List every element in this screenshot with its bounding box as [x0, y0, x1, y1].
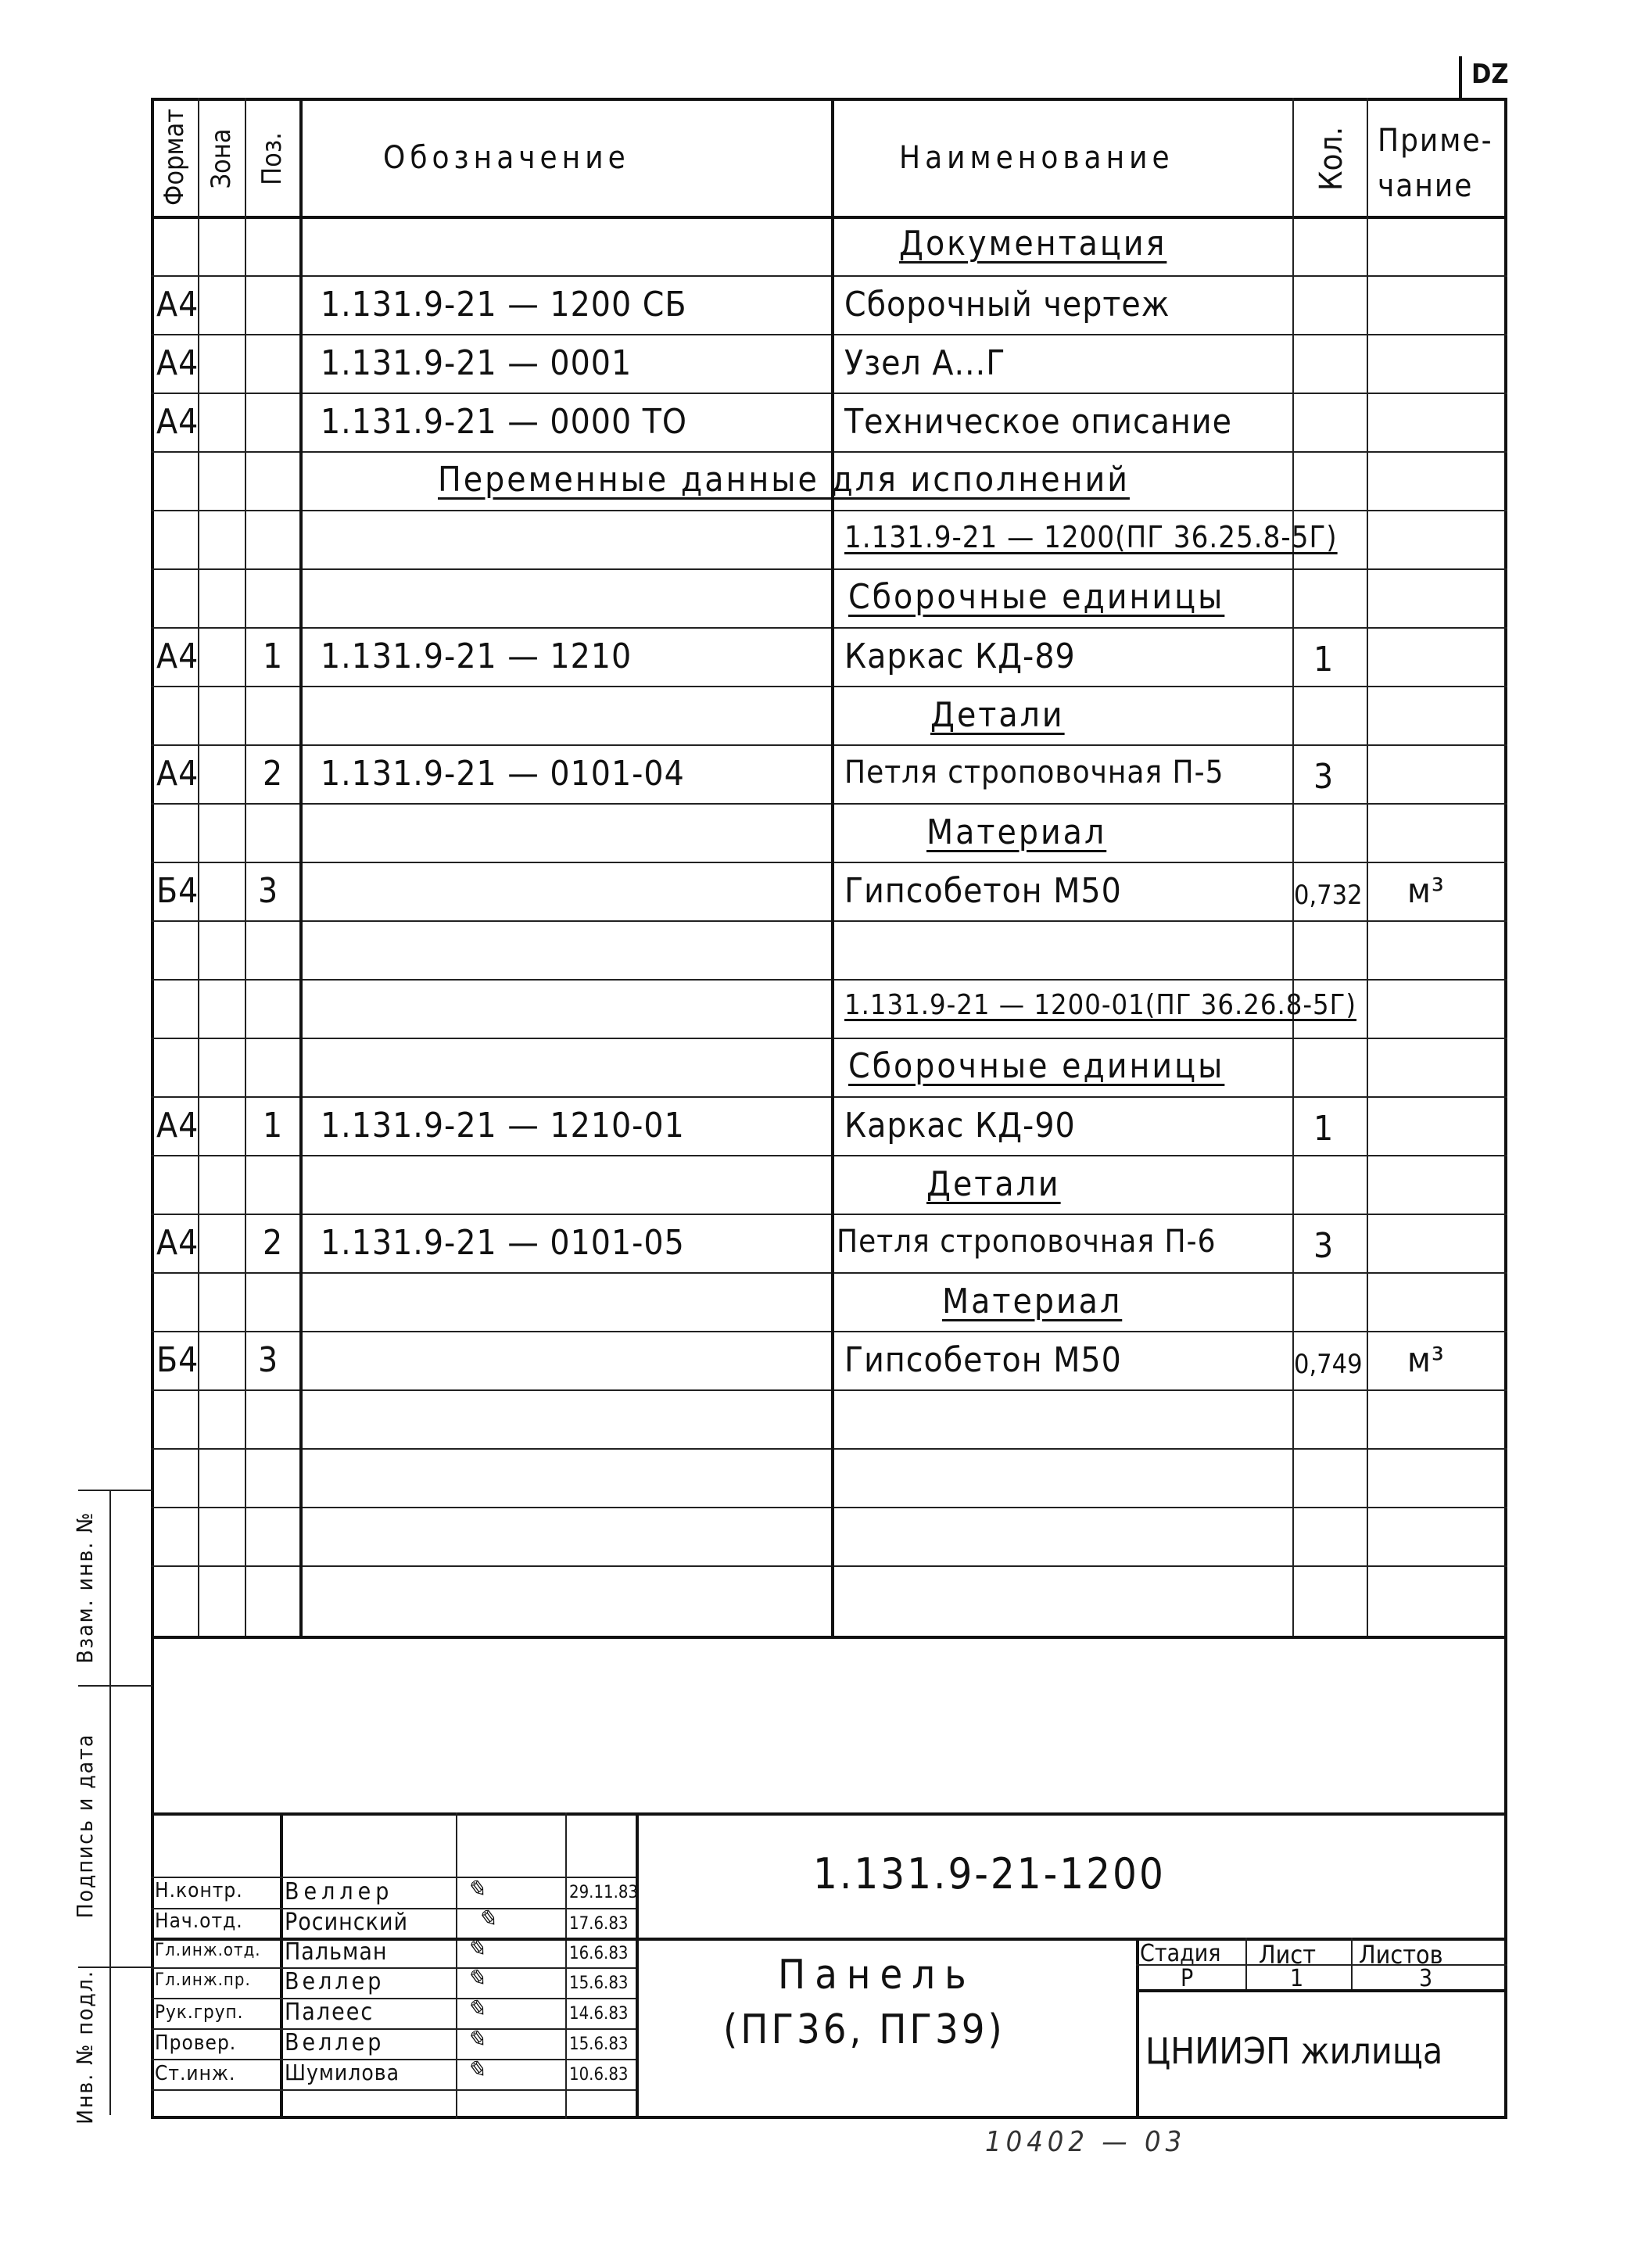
section-details: Детали	[926, 1164, 1061, 1204]
section-assembly-units: Сборочные единицы	[848, 1046, 1225, 1086]
cell-designation: 1.131.9-21 — 1210-01	[321, 1106, 685, 1146]
header-name: Наименование	[899, 140, 1174, 176]
sig-signature: ✎	[466, 1965, 486, 1992]
sheet-label: Лист	[1259, 1940, 1316, 1970]
page-number: DZ	[1471, 59, 1509, 90]
cell-qty: 3	[1313, 757, 1335, 797]
sig-date: 14.6.83	[569, 2004, 629, 2024]
margin-label-signature-date: Подпись и дата	[72, 1733, 98, 1919]
title-block-rule	[456, 1812, 457, 2119]
document-code: 1.131.9-21-1200	[813, 1849, 1166, 1898]
row-rule	[151, 1448, 1507, 1450]
sig-name: Веллер	[285, 1968, 385, 1995]
header-pos: Поз.	[256, 132, 288, 185]
row-rule	[151, 1507, 1507, 1508]
header-qty: Кол.	[1313, 127, 1349, 191]
sig-signature: ✎	[466, 2056, 486, 2084]
row-rule	[151, 275, 1507, 277]
row-rule	[151, 862, 1507, 863]
stage-value: Р	[1181, 1965, 1194, 1992]
stage-label: Стадия	[1140, 1940, 1221, 1967]
cell-name: Каркас КД-89	[844, 636, 1076, 676]
title-block-rule	[565, 1812, 567, 2119]
cell-qty: 0,749	[1294, 1349, 1363, 1380]
header-rule	[151, 216, 1507, 219]
row-rule	[151, 1214, 1507, 1215]
sig-name: Росинский	[285, 1909, 409, 1936]
cell-name: Петля строповочная П-5	[844, 755, 1224, 791]
cell-designation: 1.131.9-21 — 1210	[321, 636, 632, 676]
row-rule	[151, 744, 1507, 746]
page-number-divider	[1459, 56, 1462, 99]
sheet-value: 1	[1290, 1965, 1304, 1992]
sig-date: 15.6.83	[569, 1974, 629, 1993]
cell-format: А4	[156, 285, 199, 324]
header-format: Формат	[159, 108, 190, 206]
sig-date: 29.11.83	[569, 1883, 639, 1902]
section-assembly-units: Сборочные единицы	[848, 577, 1225, 617]
cell-pos: 1	[263, 636, 284, 676]
row-rule	[151, 1155, 1507, 1156]
row-rule	[151, 1565, 1507, 1567]
cell-note: м³	[1407, 871, 1445, 911]
sig-signature: ✎	[466, 1995, 486, 2023]
cell-designation: 1.131.9-21 — 0000 ТО	[321, 402, 688, 442]
row-rule	[151, 334, 1507, 335]
table-bottom-rule	[151, 1636, 1507, 1639]
margin-rule	[78, 1685, 152, 1687]
cell-name: Каркас КД-90	[844, 1106, 1076, 1146]
title-block-rule	[151, 2089, 636, 2091]
sig-name: Веллер	[285, 1878, 394, 1906]
header-note-line2: чание	[1378, 168, 1474, 204]
col-rule	[245, 98, 246, 1636]
cell-format: А4	[156, 754, 199, 794]
header-note-line1: Приме-	[1378, 123, 1493, 159]
cell-qty: 0,732	[1294, 880, 1363, 911]
cell-designation: 1.131.9-21 — 0101-05	[321, 1223, 685, 1263]
cell-note: м³	[1407, 1340, 1445, 1380]
col-rule	[299, 98, 303, 1636]
col-rule	[198, 98, 199, 1636]
cell-format: А4	[156, 343, 199, 383]
sig-role: Рук.груп.	[155, 2001, 244, 2023]
row-rule	[151, 451, 1507, 453]
cell-format: Б4	[156, 871, 199, 911]
cell-pos: 2	[263, 754, 284, 794]
margin-label-inventory: Инв. № подл.	[72, 1970, 98, 2124]
sig-role: Гл.инж.пр.	[155, 1970, 251, 1990]
title-block-rule	[280, 1812, 283, 2119]
row-rule	[151, 568, 1507, 570]
cell-format: А4	[156, 1223, 199, 1263]
header-designation: Обозначение	[383, 140, 630, 176]
row-rule	[151, 686, 1507, 687]
row-rule	[151, 920, 1507, 922]
header-zone: Зона	[206, 128, 237, 189]
row-rule	[151, 1096, 1507, 1098]
sig-signature: ✎	[466, 2026, 486, 2053]
row-rule	[151, 1331, 1507, 1332]
row-rule	[151, 510, 1507, 511]
margin-rule	[109, 1490, 111, 2115]
cell-name: Техническое описание	[844, 402, 1232, 442]
sig-role: Н.контр.	[155, 1879, 243, 1902]
title-block-rule	[151, 2028, 636, 2030]
cell-format: Б4	[156, 1340, 199, 1380]
variant-code: 1.131.9-21 — 1200(ПГ 36.25.8-5Г)	[844, 520, 1338, 554]
organization-name: ЦНИИЭП жилища	[1145, 2030, 1443, 2072]
title-block-rule	[151, 1998, 636, 1999]
row-rule	[151, 1038, 1507, 1039]
sig-role: Провер.	[155, 2031, 237, 2055]
cell-qty: 1	[1313, 1109, 1335, 1149]
cell-designation: 1.131.9-21 — 0101-04	[321, 754, 685, 794]
cell-name: Сборочный чертеж	[844, 285, 1170, 324]
sig-signature: ✎	[466, 1876, 486, 1903]
cell-name: Узел А...Г	[844, 343, 1006, 383]
sig-role: Гл.инж.отд.	[155, 1941, 261, 1960]
sheets-label: Листов	[1359, 1940, 1443, 1970]
cell-format: А4	[156, 636, 199, 676]
title-block-rule	[1351, 1938, 1353, 1989]
section-material: Материал	[942, 1282, 1123, 1321]
cell-name: Гипсобетон М50	[844, 1340, 1122, 1380]
cell-designation: 1.131.9-21 — 0001	[321, 343, 632, 383]
cell-pos: 3	[258, 871, 279, 911]
sig-name: Пальман	[285, 1938, 388, 1966]
sig-role: Нач.отд.	[155, 1909, 243, 1933]
section-details: Детали	[930, 695, 1065, 735]
sig-signature: ✎	[466, 1935, 486, 1963]
cell-name: Петля строповочная П-6	[837, 1224, 1217, 1260]
drawing-title: Панель	[778, 1952, 976, 1999]
title-block-rule	[151, 1877, 636, 1878]
title-block-rule	[1245, 1938, 1247, 1989]
section-material: Материал	[926, 812, 1107, 852]
cell-pos: 3	[258, 1340, 279, 1380]
sig-date: 17.6.83	[569, 1914, 629, 1934]
col-rule	[1292, 98, 1294, 1636]
sig-name: Веллер	[285, 2029, 385, 2056]
margin-label-replacement: Взам. инв. №	[72, 1511, 98, 1664]
sig-role: Ст.инж.	[155, 2062, 236, 2085]
cell-name: Гипсобетон М50	[844, 871, 1122, 911]
cell-qty: 1	[1313, 640, 1335, 679]
cell-format: А4	[156, 402, 199, 442]
title-block-rule	[151, 1967, 636, 1969]
sig-name: Шумилова	[285, 2060, 400, 2085]
variant-code: 1.131.9-21 — 1200-01(ПГ 36.26.8-5Г)	[844, 989, 1357, 1021]
row-rule	[151, 627, 1507, 629]
row-rule	[151, 1389, 1507, 1391]
title-block-rule	[151, 1812, 1507, 1816]
sig-name: Палеес	[285, 1999, 374, 2026]
section-variable-data: Переменные данные для исполнений	[438, 460, 1130, 500]
row-rule	[151, 1272, 1507, 1274]
sig-signature: ✎	[477, 1906, 497, 1933]
title-block-rule	[636, 1812, 639, 2119]
inventory-stamp: 10402 — 03	[985, 2126, 1187, 2158]
col-rule	[1367, 98, 1368, 1636]
sig-date: 15.6.83	[569, 2035, 629, 2054]
cell-pos: 1	[263, 1106, 284, 1146]
cell-format: А4	[156, 1106, 199, 1146]
drawing-subtitle: (ПГ36, ПГ39)	[723, 2006, 1005, 2053]
col-rule	[831, 98, 834, 1636]
cell-pos: 2	[263, 1223, 284, 1263]
row-rule	[151, 979, 1507, 981]
cell-designation: 1.131.9-21 — 1200 СБ	[321, 285, 687, 324]
row-rule	[151, 393, 1507, 394]
sig-date: 10.6.83	[569, 2065, 629, 2085]
cell-qty: 3	[1313, 1226, 1335, 1266]
sheets-value: 3	[1419, 1965, 1433, 1992]
section-documentation: Документация	[899, 224, 1167, 264]
sig-date: 16.6.83	[569, 1944, 629, 1963]
row-rule	[151, 803, 1507, 805]
